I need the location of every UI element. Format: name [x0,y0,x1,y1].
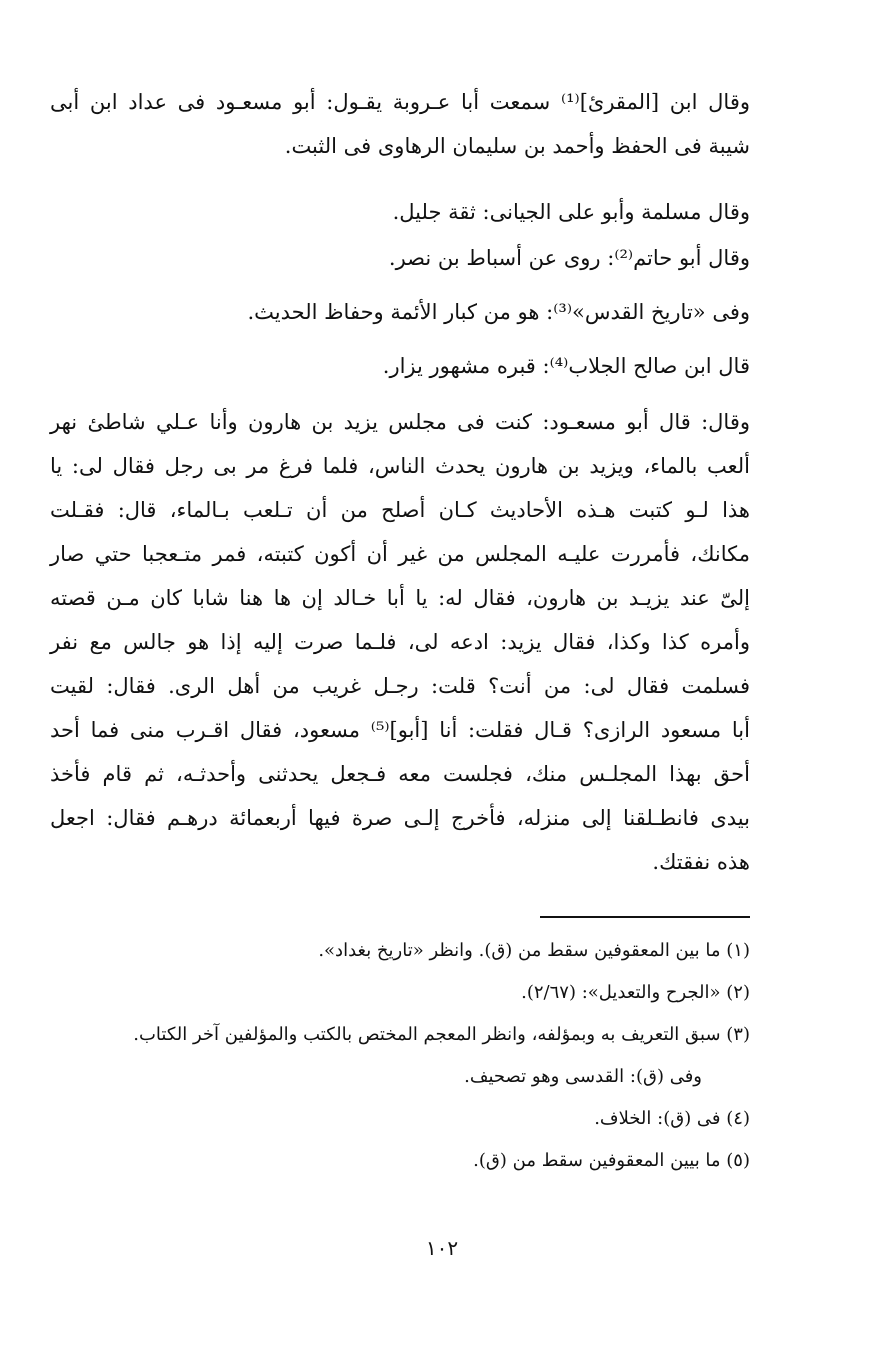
paragraph-abu-masud-story [50,400,750,884]
text-line: مكانك، فأمررت عليـه المجلس من غير أن أكون كتبته، فمر متـعجبا حتي صار [50,542,750,566]
footnote-separator [540,916,750,918]
paragraph-ibn-al-muqri [50,80,750,168]
footnote: (٢) «الجرح والتعديل»: (٢/٦٧). [521,982,750,1003]
footnote: (٥) ما بيين المعقوفين سقط من (ق). [473,1150,750,1171]
footnote: (١) ما بين المعقوفين سقط من (ق). وانظر «تاريخ بغداد». [318,940,750,961]
text-line: إلىّ عند يزيـد بن هارون، فقال له: يا أبا خـالد إن ها هنا شابا كان مـن قصته [50,586,750,610]
text-line: وقال أبو حاتم⁽²⁾: روى عن أسباط بن نصر. [388,246,750,270]
text-line: وقال ابن [المقرئ]⁽¹⁾ سمعت أبا عـروبة يقـول: أبو مسعـود فى عداد ابن أبى [50,90,751,114]
page-number: ١٠٢ [425,1236,459,1260]
text-line: بيدى فانطـلقنا إلى منزله، فأخرج إلـى صرة فيها أربعمائة درهـم فقال: اجعل [50,806,750,830]
text-line: وأمره كذا وكذا، فقال يزيد: ادعه لى، فلـما صرت إليه إذا هو جالس مع نفر [50,630,750,654]
footnote: (٣) سبق التعريف به وبمؤلفه، وانظر المعجم المختص بالكتب والمؤلفين آخر الكتاب. [133,1024,750,1045]
text-line: وفى «تاريخ القدس»⁽³⁾: هو من كبار الأئمة وحفاظ الحديث. [247,300,750,324]
footnote-continuation: وفى (ق): القدسى وهو تصحيف. [464,1066,702,1087]
text-line: شيبة فى الحفظ وأحمد بن سليمان الرهاوى فى الثبت. [284,134,750,158]
paragraph-ibn-salih [50,344,750,388]
text-line: وقال مسلمة وأبو على الجيانى: ثقة جليل. [392,200,750,224]
text-line: وقال: قال أبو مسعـود: كنت فى مجلس يزيد بن هارون وأنا عـلي شاطئ نهر [50,410,750,434]
text-line: أبا مسعود الرازى؟ قـال فقلت: أنا [أبو]⁽⁵⁾ مسعود، فقال اقـرب منى فما أحد [50,718,750,742]
paragraph-maslama [50,190,750,234]
text-line: أحق بهذا المجلـس منك، فجلست معه فـجعل يحدثنى وأحدثـه، ثم قام فأخذ [50,762,750,786]
footnote: (٤) فى (ق): الخلاف. [594,1108,750,1129]
text-line: فسلمت فقال لى: من أنت؟ قلت: رجـل غريب من أهل الرى. فقال: لقيت [50,674,750,698]
text-line: هذا لـو كتبت هـذه الأحاديث كـان أصلح من أن تـلعب بـالماء، قال: فقـلت [50,498,750,522]
text-line: هذه نفقتك. [652,850,750,874]
paragraph-abu-hatim [50,236,750,280]
paragraph-tarikh-al-quds [50,290,750,334]
footnotes [50,930,750,1182]
text-line: ألعب بالماء، ويزيد بن هارون يحدث الناس، فلما فرغ مر بى رجل فقال لى: يا [50,454,750,478]
text-line: قال ابن صالح الجلاب⁽⁴⁾: قبره مشهور يزار. [382,354,750,378]
